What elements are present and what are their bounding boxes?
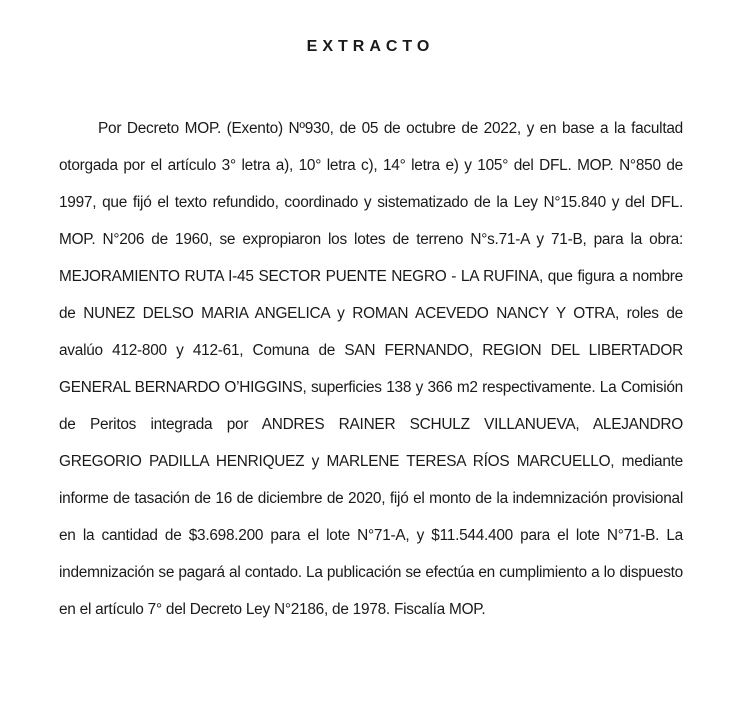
document-body: Por Decreto MOP. (Exento) Nº930, de 05 de octubre de 2022, y en base a la facultad otorgada por el artículo 3° letra a), 10° letra c), 14° letra e) y 105° del DFL. MOP. N°850 de 1997, que fijó el texto refundido, coordinado y sistematizado de la Ley N°15.840 y del DFL. MOP. N°206 de 1960, se expropiaron los lotes de terreno N°s.71-A y 71-B, para la obra: MEJORAMIENTO RUTA I-45 SECTOR PUENTE NEGRO - LA RUFINA, que figura a nombre de NUNEZ DELSO MARIA ANGELICA y ROMAN ACEVEDO NANCY Y OTRA, roles de avalúo 412-800 y 412-61, Comuna de SAN FERNANDO, REGION DEL LIBERTADOR GENERAL BERNARDO O’HIGGINS, superficies 138 y 366 m2 respectivamente. La Comisión de Peritos integrada por ANDRES RAINER SCHULZ VILLANUEVA, ALEJANDRO GREGORIO PADILLA HENRIQUEZ y MARLENE TERESA RÍOS MARCUELLO, mediante informe de tasación de 16 de diciembre de 2020, fijó el monto de la indemnización provisional en la cantidad de $3.698.200 para el lote N°71-A, y $11.544.400 para el lote N°71-B. La indemnización se pagará al contado. La publicación se efectúa en cumplimiento a lo dispuesto en el artículo 7° del Decreto Ley N°2186, de 1978. Fiscalía MOP. [59, 120, 683, 618]
document-title: EXTRACTO [306, 38, 435, 55]
